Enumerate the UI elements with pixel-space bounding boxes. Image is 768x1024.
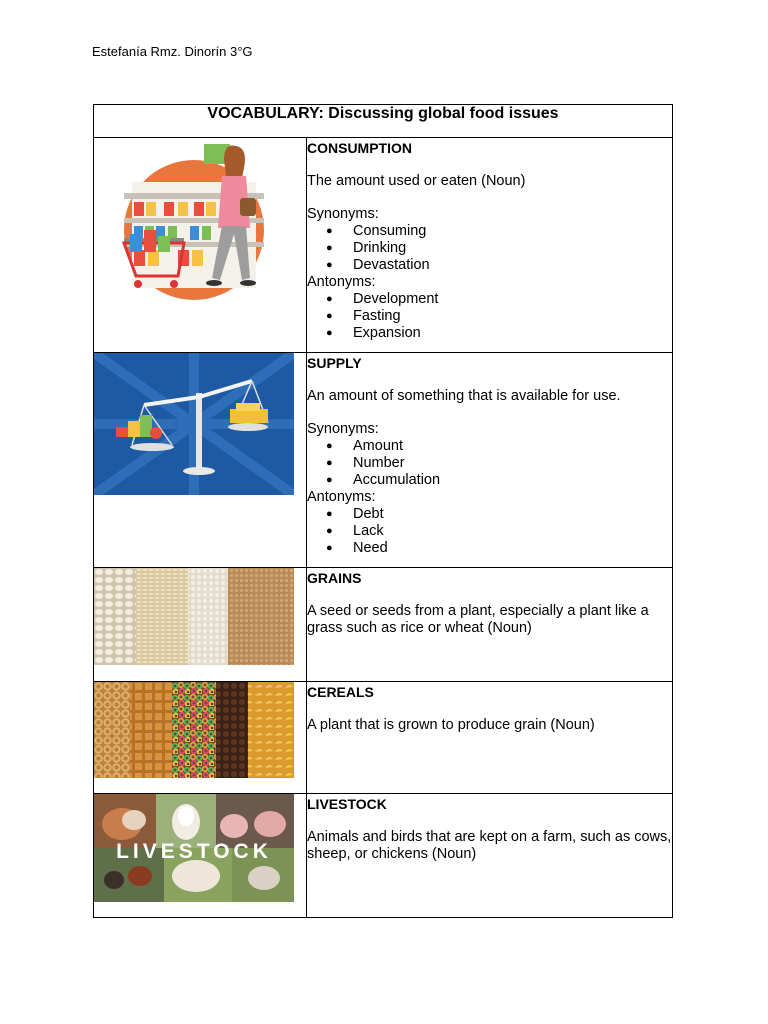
list-item: ● Need xyxy=(353,540,672,557)
image-cell xyxy=(94,794,307,918)
livestock-image-text: LIVESTOCK xyxy=(116,840,272,863)
table-row xyxy=(94,682,673,794)
synonyms-label: Synonyms: xyxy=(307,206,379,222)
vocab-definition: An amount of something that is available for use. xyxy=(307,388,621,404)
vocabulary-table xyxy=(93,104,673,918)
cereals-photo xyxy=(94,682,294,778)
vocab-definition: Animals and birds that are kept on a farm, such as cows, sheep, or chickens (Noun) xyxy=(307,829,672,862)
antonyms-list xyxy=(307,291,672,342)
antonyms-label: Antonyms: xyxy=(307,489,376,505)
list-item: ● Expansion xyxy=(353,325,672,342)
list-item: ● Fasting xyxy=(353,308,672,325)
list-item: ● Development xyxy=(353,291,672,308)
table-row xyxy=(94,353,673,568)
definition-cell xyxy=(307,568,673,682)
list-item: ● Amount xyxy=(353,438,672,455)
list-item: ● Accumulation xyxy=(353,472,672,489)
table-title: VOCABULARY: Discussing global food issues xyxy=(94,105,673,138)
list-item: ● Lack xyxy=(353,523,672,540)
synonyms-label: Synonyms: xyxy=(307,421,379,437)
antonyms-label: Antonyms: xyxy=(307,274,376,290)
definition-cell xyxy=(307,353,673,568)
table-row xyxy=(94,138,673,353)
image-cell xyxy=(94,138,307,353)
scale-illustration xyxy=(94,353,294,495)
shopping-illustration xyxy=(94,138,294,338)
definition-cell xyxy=(307,138,673,353)
vocab-definition: The amount used or eaten (Noun) xyxy=(307,173,526,189)
antonyms-list xyxy=(307,506,672,557)
synonyms-list xyxy=(307,438,672,489)
image-cell xyxy=(94,353,307,568)
table-row xyxy=(94,568,673,682)
list-item: ● Drinking xyxy=(353,240,672,257)
vocab-definition: A plant that is grown to produce grain (Noun) xyxy=(307,717,595,733)
author-name: Estefanía Rmz. Dinorín 3°G xyxy=(92,44,253,59)
vocab-definition: A seed or seeds from a plant, especially a plant like a grass such as rice or wheat (Noun) xyxy=(307,603,649,636)
list-item: ● Devastation xyxy=(353,257,672,274)
definition-cell xyxy=(307,682,673,794)
vocab-word: GRAINS xyxy=(307,570,362,586)
vocab-word: CONSUMPTION xyxy=(307,140,412,156)
livestock-photo xyxy=(94,794,294,902)
vocab-word: SUPPLY xyxy=(307,355,362,371)
grains-photo xyxy=(94,568,294,665)
list-item: ● Number xyxy=(353,455,672,472)
vocab-word: CEREALS xyxy=(307,684,374,700)
image-cell xyxy=(94,682,307,794)
table-row xyxy=(94,794,673,918)
vocab-word: LIVESTOCK xyxy=(307,796,387,812)
synonyms-list xyxy=(307,223,672,274)
list-item: ● Debt xyxy=(353,506,672,523)
list-item: ● Consuming xyxy=(353,223,672,240)
image-cell xyxy=(94,568,307,682)
definition-cell xyxy=(307,794,673,918)
